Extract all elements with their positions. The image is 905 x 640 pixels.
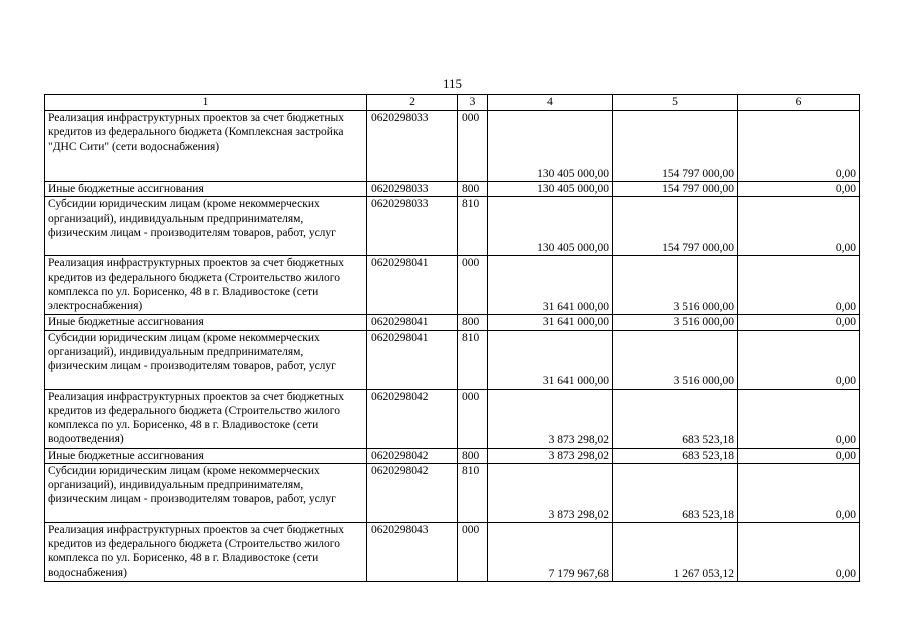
header-cell: 4 <box>488 95 613 111</box>
row-type-cell: 000 <box>458 111 488 182</box>
row-name-cell: Субсидии юридическим лицам (кроме некоммерческих организаций), индивидуальным предпринимателям, физическим лицам - производителям товаров, работ, услуг <box>45 463 367 522</box>
row-type-cell: 810 <box>458 330 488 389</box>
table-row <box>45 256 860 315</box>
row-value-1-cell: 31 641 000,00 <box>488 256 613 315</box>
page-number: 115 <box>442 76 463 91</box>
row-name-cell: Иные бюджетные ассигнования <box>45 448 367 463</box>
row-value-3-cell: 0,00 <box>738 448 860 463</box>
row-name-cell: Субсидии юридическим лицам (кроме некоммерческих организаций), индивидуальным предпринимателям, физическим лицам - производителям товаров, работ, услуг <box>45 197 367 256</box>
row-name-cell: Иные бюджетные ассигнования <box>45 182 367 197</box>
row-type-cell: 000 <box>458 256 488 315</box>
header-cell: 1 <box>45 95 367 111</box>
row-name-cell: Реализация инфраструктурных проектов за счет бюджетных кредитов из федерального бюджета (Строительство жилого комплекса по ул. Борисенко, 48 в г. Владивостоке (сети водоснабжения) <box>45 522 367 581</box>
row-value-3-cell: 0,00 <box>738 111 860 182</box>
row-value-1-cell: 130 405 000,00 <box>488 197 613 256</box>
table-row <box>45 448 860 463</box>
row-value-1-cell: 31 641 000,00 <box>488 330 613 389</box>
row-code-cell: 0620298041 <box>367 315 458 330</box>
row-code-cell: 0620298033 <box>367 111 458 182</box>
row-value-3-cell: 0,00 <box>738 522 860 581</box>
table-row <box>45 197 860 256</box>
row-value-2-cell: 3 516 000,00 <box>613 315 738 330</box>
row-type-cell: 810 <box>458 463 488 522</box>
row-value-2-cell: 1 267 053,12 <box>613 522 738 581</box>
table-row <box>45 315 860 330</box>
table-row <box>45 182 860 197</box>
row-type-cell: 810 <box>458 197 488 256</box>
row-value-2-cell: 154 797 000,00 <box>613 111 738 182</box>
row-code-cell: 0620298041 <box>367 330 458 389</box>
row-value-2-cell: 683 523,18 <box>613 463 738 522</box>
row-code-cell: 0620298033 <box>367 182 458 197</box>
row-type-cell: 000 <box>458 389 488 448</box>
row-type-cell: 800 <box>458 182 488 197</box>
row-value-2-cell: 3 516 000,00 <box>613 330 738 389</box>
header-cell: 3 <box>458 95 488 111</box>
row-value-3-cell: 0,00 <box>738 182 860 197</box>
table-row <box>45 111 860 182</box>
row-value-2-cell: 683 523,18 <box>613 448 738 463</box>
row-value-1-cell: 3 873 298,02 <box>488 448 613 463</box>
table-row <box>45 330 860 389</box>
row-value-3-cell: 0,00 <box>738 256 860 315</box>
row-name-cell: Реализация инфраструктурных проектов за счет бюджетных кредитов из федерального бюджета (Комплексная застройка "ДНС Сити" (сети водоснабжения) <box>45 111 367 182</box>
row-value-1-cell: 31 641 000,00 <box>488 315 613 330</box>
row-value-3-cell: 0,00 <box>738 315 860 330</box>
row-value-3-cell: 0,00 <box>738 463 860 522</box>
row-value-1-cell: 3 873 298,02 <box>488 389 613 448</box>
table-row <box>45 522 860 581</box>
row-name-cell: Реализация инфраструктурных проектов за счет бюджетных кредитов из федерального бюджета (Строительство жилого комплекса по ул. Борисенко, 48 в г. Владивостоке (сети электроснабжения) <box>45 256 367 315</box>
row-type-cell: 000 <box>458 522 488 581</box>
row-value-3-cell: 0,00 <box>738 197 860 256</box>
table-row <box>45 389 860 448</box>
row-name-cell: Реализация инфраструктурных проектов за счет бюджетных кредитов из федерального бюджета (Строительство жилого комплекса по ул. Борисенко, 48 в г. Владивостоке (сети водоотведения) <box>45 389 367 448</box>
row-code-cell: 0620298042 <box>367 463 458 522</box>
row-code-cell: 0620298042 <box>367 389 458 448</box>
row-value-2-cell: 683 523,18 <box>613 389 738 448</box>
row-value-3-cell: 0,00 <box>738 389 860 448</box>
row-name-cell: Субсидии юридическим лицам (кроме некоммерческих организаций), индивидуальным предпринимателям, физическим лицам - производителям товаров, работ, услуг <box>45 330 367 389</box>
row-code-cell: 0620298042 <box>367 448 458 463</box>
header-cell: 6 <box>738 95 860 111</box>
row-value-1-cell: 3 873 298,02 <box>488 463 613 522</box>
row-value-2-cell: 3 516 000,00 <box>613 256 738 315</box>
row-value-2-cell: 154 797 000,00 <box>613 197 738 256</box>
table-row <box>45 463 860 522</box>
row-type-cell: 800 <box>458 448 488 463</box>
row-value-1-cell: 7 179 967,68 <box>488 522 613 581</box>
row-value-1-cell: 130 405 000,00 <box>488 111 613 182</box>
budget-table <box>44 94 860 582</box>
header-row <box>45 95 860 111</box>
header-cell: 2 <box>367 95 458 111</box>
row-name-cell: Иные бюджетные ассигнования <box>45 315 367 330</box>
row-code-cell: 0620298041 <box>367 256 458 315</box>
row-code-cell: 0620298043 <box>367 522 458 581</box>
row-code-cell: 0620298033 <box>367 197 458 256</box>
row-value-1-cell: 130 405 000,00 <box>488 182 613 197</box>
header-cell: 5 <box>613 95 738 111</box>
row-value-3-cell: 0,00 <box>738 330 860 389</box>
row-value-2-cell: 154 797 000,00 <box>613 182 738 197</box>
row-type-cell: 800 <box>458 315 488 330</box>
